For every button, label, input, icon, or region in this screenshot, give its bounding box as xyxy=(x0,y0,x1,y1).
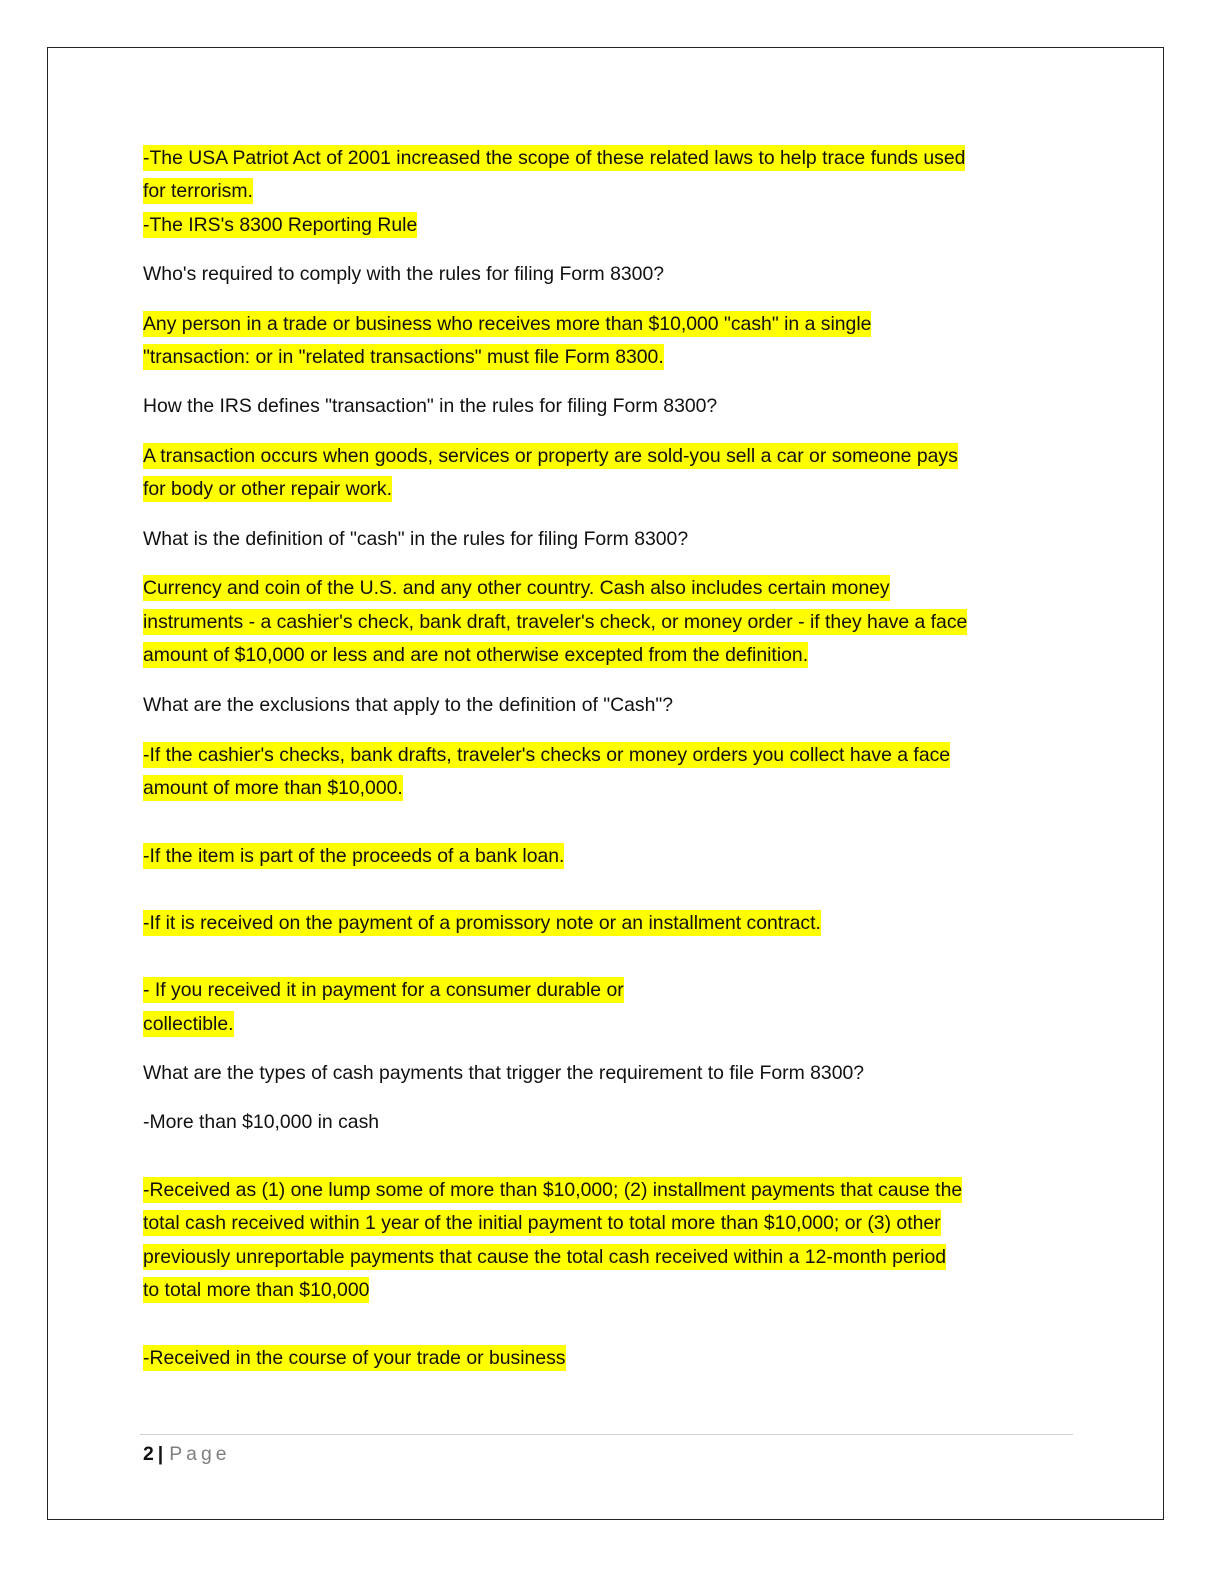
question-line: What are the exclusions that apply to the definition of "Cash"? xyxy=(143,694,674,716)
text-line: -Received in the course of your trade or business xyxy=(143,1347,566,1369)
text-line: to total more than $10,000 xyxy=(143,1279,370,1301)
question-line: How the IRS defines "transaction" in the rules for filing Form 8300? xyxy=(143,395,718,417)
text-line: -If the item is part of the proceeds of a bank loan. xyxy=(143,845,565,867)
text-line: previously unreportable payments that cause the total cash received within a 12-month period xyxy=(143,1246,947,1268)
text-line: -More than $10,000 in cash xyxy=(143,1111,380,1133)
text-line: Any person in a trade or business who receives more than $10,000 "cash" in a single xyxy=(143,313,872,335)
text-line: A transaction occurs when goods, services or property are sold-you sell a car or someone pays xyxy=(143,445,958,467)
text-line: for terrorism. xyxy=(143,180,253,202)
page-number: 2 xyxy=(143,1443,154,1465)
text-line: collectible. xyxy=(143,1013,234,1035)
footer-divider xyxy=(140,1434,1073,1435)
text-line: -The IRS's 8300 Reporting Rule xyxy=(143,214,418,236)
text-line: instruments - a cashier's check, bank draft, traveler's check, or money order - if they have a face xyxy=(143,611,968,633)
question-line: Who's required to comply with the rules for filing Form 8300? xyxy=(143,263,665,285)
text-line: amount of more than $10,000. xyxy=(143,777,403,799)
question-line: What is the definition of "cash" in the rules for filing Form 8300? xyxy=(143,528,689,550)
text-line: -If the cashier's checks, bank drafts, traveler's checks or money orders you collect have a face xyxy=(143,744,951,766)
page-footer xyxy=(143,1440,231,1468)
page-label: Page xyxy=(169,1443,231,1465)
text-line: total cash received within 1 year of the initial payment to total more than $10,000; or (3) other xyxy=(143,1212,941,1234)
text-line: -If it is received on the payment of a promissory note or an installment contract. xyxy=(143,912,821,934)
text-line: -Received as (1) one lump some of more than $10,000; (2) installment payments that cause the xyxy=(143,1179,963,1201)
text-line: Currency and coin of the U.S. and any other country. Cash also includes certain money xyxy=(143,577,890,599)
footer-separator: | xyxy=(157,1443,164,1465)
text-line: amount of $10,000 or less and are not otherwise excepted from the definition. xyxy=(143,644,809,666)
text-line: "transaction: or in "related transactions" must file Form 8300. xyxy=(143,346,664,368)
text-line: - If you received it in payment for a consumer durable or xyxy=(143,979,624,1001)
text-line: -The USA Patriot Act of 2001 increased the scope of these related laws to help trace funds used xyxy=(143,147,966,169)
text-line: for body or other repair work. xyxy=(143,478,392,500)
question-line: What are the types of cash payments that trigger the requirement to file Form 8300? xyxy=(143,1062,865,1084)
